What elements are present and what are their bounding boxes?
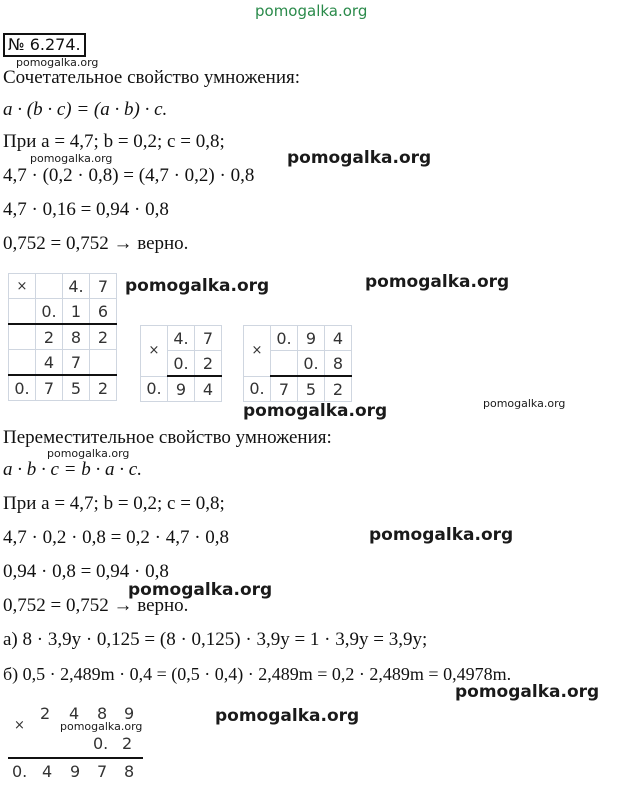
- watermark: pomogalka.org: [287, 148, 432, 168]
- digit: 0.: [298, 351, 325, 377]
- section1-step3: 0,752 = 0,752 → верно.: [3, 233, 189, 254]
- watermark: pomogalka.org: [455, 682, 600, 702]
- digit: 0.: [36, 299, 63, 325]
- section1-step2: 4,7 · 0,16 = 0,94 · 0,8: [3, 199, 169, 220]
- digit: 5: [63, 375, 90, 401]
- watermark: pomogalka.org: [16, 56, 99, 69]
- digit: 4.: [168, 326, 195, 351]
- digit: 0.: [12, 762, 28, 781]
- watermark: pomogalka.org: [369, 525, 514, 545]
- part-a: а) 8 · 3,9y · 0,125 = (8 · 0,125) · 3,9y = 1 · 3,9y = 3,9y;: [3, 629, 428, 650]
- digit: 2: [195, 351, 222, 377]
- section2-heading: Переместительное свойство умножения:: [3, 427, 332, 448]
- watermark: pomogalka.org: [215, 706, 360, 726]
- digit: 2: [90, 324, 117, 350]
- digit: 8: [63, 324, 90, 350]
- digit: 7: [90, 274, 117, 299]
- digit: 2: [36, 324, 63, 350]
- multiply-sign: ×: [141, 326, 168, 377]
- multiplication-calc-3: [243, 325, 352, 402]
- digit: 6: [90, 299, 117, 325]
- section2-step3: 0,752 = 0,752 → верно.: [3, 595, 189, 616]
- digit: 9: [298, 326, 325, 351]
- watermark: pomogalka.org: [243, 401, 388, 421]
- section2-formula: a · b · c = b · a · c.: [3, 459, 142, 480]
- watermark: pomogalka.org: [60, 720, 143, 733]
- digit: 0.: [244, 376, 271, 402]
- section1-given: При a = 4,7; b = 0,2; c = 0,8;: [3, 131, 225, 152]
- digit: 1: [63, 299, 90, 325]
- digit: 0.: [141, 376, 168, 402]
- section2-step1: 4,7 · 0,2 · 0,8 = 0,2 · 4,7 · 0,8: [3, 527, 230, 548]
- digit: 4: [36, 350, 63, 376]
- multiplication-calc-1: [8, 273, 117, 401]
- watermark: pomogalka.org: [125, 276, 270, 296]
- digit: 2: [122, 734, 133, 753]
- digit: 9: [70, 762, 81, 781]
- multiply-sign: ×: [9, 274, 36, 299]
- digit: 8: [325, 351, 352, 377]
- digit: 2: [90, 375, 117, 401]
- watermark: pomogalka.org: [128, 580, 273, 600]
- digit: 8: [97, 704, 108, 723]
- watermark: pomogalka.org: [47, 447, 130, 460]
- digit: [36, 274, 63, 299]
- multiply-sign: ×: [14, 718, 25, 733]
- section1-formula: a · (b · c) = (a · b) · c.: [3, 99, 168, 120]
- multiply-sign: ×: [244, 326, 271, 377]
- digit: 9: [124, 704, 135, 723]
- multiplication-calc-2: [140, 325, 222, 402]
- digit: 2: [40, 704, 51, 723]
- digit: 4: [42, 762, 53, 781]
- digit: 0.: [168, 351, 195, 377]
- digit: 7: [195, 326, 222, 351]
- digit: 2: [325, 376, 352, 402]
- result-line: [8, 757, 143, 759]
- watermark: pomogalka.org: [365, 272, 510, 292]
- digit: 0.: [9, 375, 36, 401]
- section2-step2: 0,94 · 0,8 = 0,94 · 0,8: [3, 561, 169, 582]
- problem-number: № 6.274.: [3, 33, 86, 57]
- top-watermark: pomogalka.org: [255, 2, 368, 20]
- digit: 4: [195, 376, 222, 402]
- digit: 8: [124, 762, 135, 781]
- digit: 0.: [93, 734, 109, 753]
- section1-step1: 4,7 · (0,2 · 0,8) = (4,7 · 0,2) · 0,8: [3, 165, 255, 186]
- digit: 0.: [271, 326, 298, 351]
- digit: 7: [97, 762, 108, 781]
- section1-heading: Сочетательное свойство умножения:: [3, 67, 301, 88]
- part-b: б) 0,5 · 2,489m · 0,4 = (0,5 · 0,4) · 2,489m = 0,2 · 2,489m = 0,4978m.: [3, 664, 512, 684]
- watermark: pomogalka.org: [483, 397, 566, 410]
- digit: 7: [63, 350, 90, 376]
- digit: 5: [298, 376, 325, 402]
- digit: 4: [69, 704, 80, 723]
- section2-given: При a = 4,7; b = 0,2; c = 0,8;: [3, 493, 225, 514]
- digit: 7: [271, 376, 298, 402]
- digit: 7: [36, 375, 63, 401]
- digit: 4: [325, 326, 352, 351]
- digit: 9: [168, 376, 195, 402]
- digit: [90, 350, 117, 376]
- watermark: pomogalka.org: [30, 152, 113, 165]
- digit: 4.: [63, 274, 90, 299]
